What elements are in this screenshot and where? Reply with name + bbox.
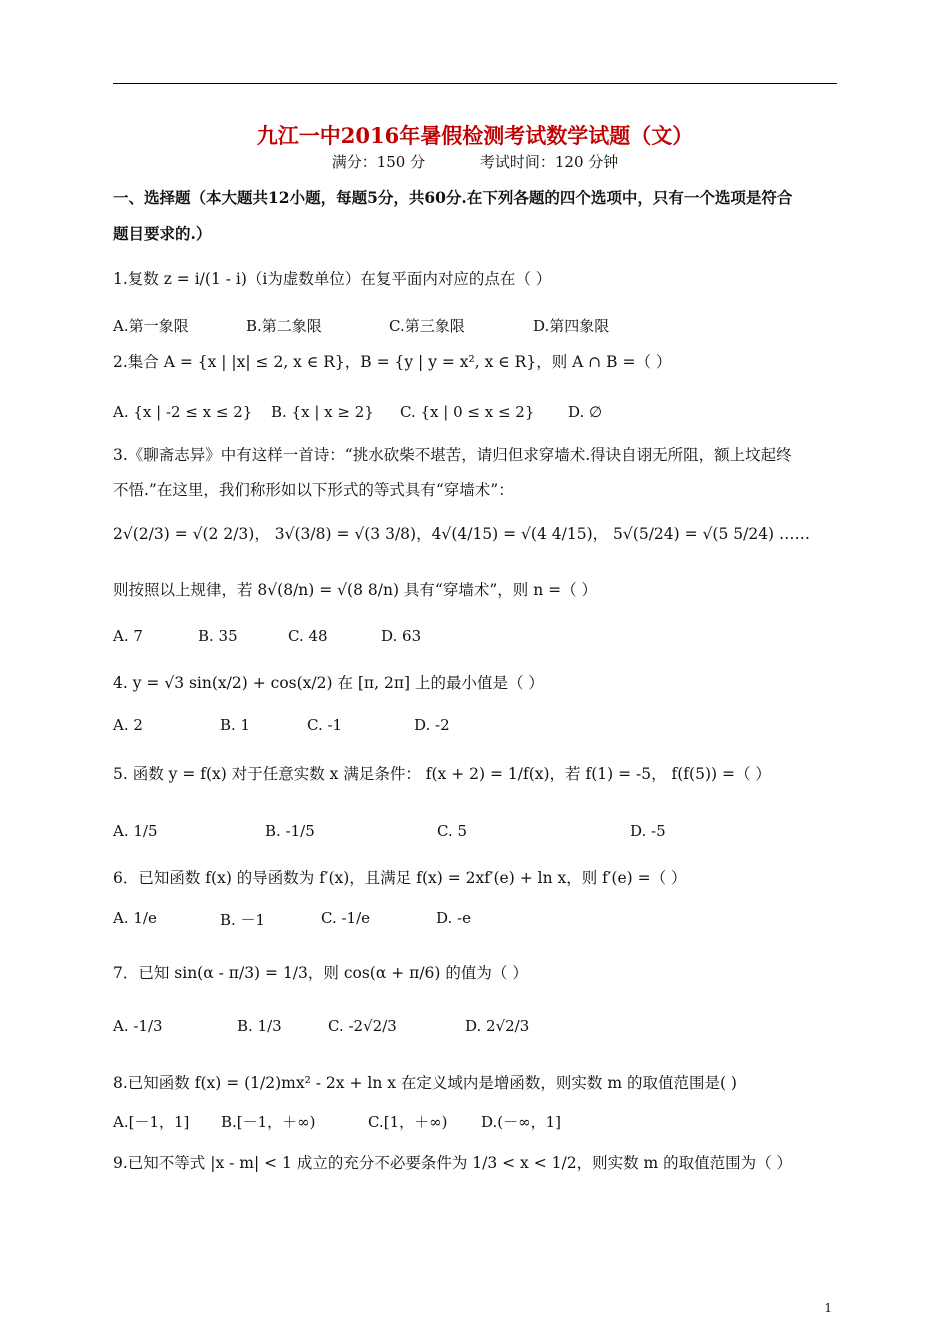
q2-option-a: A. {x | -2 ≤ x ≤ 2}	[113, 403, 253, 421]
q6-option-b: B. －1	[220, 911, 266, 929]
question-5-stem: 5. 函数 y = f(x) 对于任意实数 x 满足条件： f(x + 2) = 1/f(x)，若 f(1) = -5， f(f(5)) =（ ）	[113, 765, 771, 783]
q8-option-c: C.[1，＋∞)	[368, 1113, 448, 1131]
score-label: 满分：150 分	[331, 153, 426, 171]
q1-option-c: C.第三象限	[389, 317, 465, 335]
q6-option-d: D. -e	[436, 909, 471, 927]
section-heading-line2: 题目要求的.）	[113, 224, 212, 243]
time-label: 考试时间：120 分钟	[479, 153, 619, 171]
question-1-stem: 1.复数 z = i/(1 - i)（i为虚数单位）在复平面内对应的点在（ ）	[113, 270, 552, 288]
q5-option-c: C. 5	[437, 822, 468, 840]
question-4-stem: 4. y = √3 sin(x/2) + cos(x/2) 在 [π, 2π] 上的最小值是（ ）	[113, 674, 544, 692]
q7-option-b: B. 1/3	[237, 1017, 282, 1035]
q4-option-b: B. 1	[220, 716, 251, 734]
question-6-stem: 6．已知函数 f(x) 的导函数为 f′(x)，且满足 f(x) = 2xf′(e) + ln x，则 f′(e) =（ ）	[113, 869, 687, 887]
q2-option-b: B. {x | x ≥ 2}	[271, 403, 374, 421]
q6-option-a: A. 1/e	[113, 909, 157, 927]
q4-option-d: D. -2	[414, 716, 450, 734]
section-heading-line1: 一、选择题（本大题共12小题，每题5分，共60分.在下列各题的四个选项中，只有一个选项是符合	[113, 188, 793, 207]
q6-option-c: C. -1/e	[321, 909, 371, 927]
exam-title: 九江一中2016年暑假检测考试数学试题（文）	[256, 123, 694, 148]
q1-option-a: A.第一象限	[113, 317, 189, 335]
q8-option-a: A.[－1，1]	[113, 1113, 190, 1131]
question-3-stem-line1: 3.《聊斋志异》中有这样一首诗：“挑水砍柴不堪苦，请归但求穿墙术.得诀自诩无所阻，额上坟起终	[113, 446, 792, 464]
q3-option-d: D. 63	[381, 627, 422, 645]
q3-option-c: C. 48	[288, 627, 328, 645]
question-3-stem-line4: 则按照以上规律，若 8√(8/n) = √(8 8/n) 具有“穿墙术”，则 n =（ ）	[113, 581, 598, 599]
exam-subtitle	[0, 151, 950, 172]
question-3-formula-line: 2√(2/3) = √(2 2/3)， 3√(3/8) = √(3 3/8)，4√(4/15) = √(4 4/15)， 5√(5/24) = √(5 5/24) ……	[113, 525, 811, 543]
q1-option-b: B.第二象限	[246, 317, 322, 335]
page-number: 1	[824, 1301, 832, 1315]
q3-option-a: A. 7	[113, 627, 143, 645]
q2-option-c: C. {x | 0 ≤ x ≤ 2}	[400, 403, 535, 421]
question-2-stem: 2.集合 A = {x | |x| ≤ 2, x ∈ R}，B = {y | y = x², x ∈ R}，则 A ∩ B =（ ）	[113, 353, 672, 371]
question-3-stem-line2: 不悟.”在这里，我们称形如以下形式的等式具有“穿墙术”：	[113, 481, 514, 499]
q2-option-d: D. ∅	[568, 403, 603, 421]
q8-option-b: B.[－1，＋∞)	[221, 1113, 316, 1131]
q5-option-a: A. 1/5	[113, 822, 158, 840]
q8-option-d: D.(－∞，1]	[481, 1113, 562, 1131]
question-7-stem: 7．已知 sin(α - π/3) = 1/3，则 cos(α + π/6) 的值为（ ）	[113, 964, 528, 982]
q7-option-c: C. -2√2/3	[328, 1017, 397, 1035]
q7-option-a: A. -1/3	[113, 1017, 163, 1035]
question-9-stem: 9.已知不等式 |x - m| < 1 成立的充分不必要条件为 1/3 < x < 1/2，则实数 m 的取值范围为（ ）	[113, 1154, 793, 1172]
q7-option-d: D. 2√2/3	[465, 1017, 530, 1035]
q4-option-c: C. -1	[307, 716, 343, 734]
q3-option-b: B. 35	[198, 627, 238, 645]
q1-option-d: D.第四象限	[533, 317, 610, 335]
q5-option-d: D. -5	[630, 822, 666, 840]
q4-option-a: A. 2	[113, 716, 143, 734]
q5-option-b: B. -1/5	[265, 822, 315, 840]
question-8-stem: 8.已知函数 f(x) = (1/2)mx² - 2x + ln x 在定义域内是增函数，则实数 m 的取值范围是( )	[113, 1074, 737, 1092]
header-rule	[113, 83, 837, 84]
